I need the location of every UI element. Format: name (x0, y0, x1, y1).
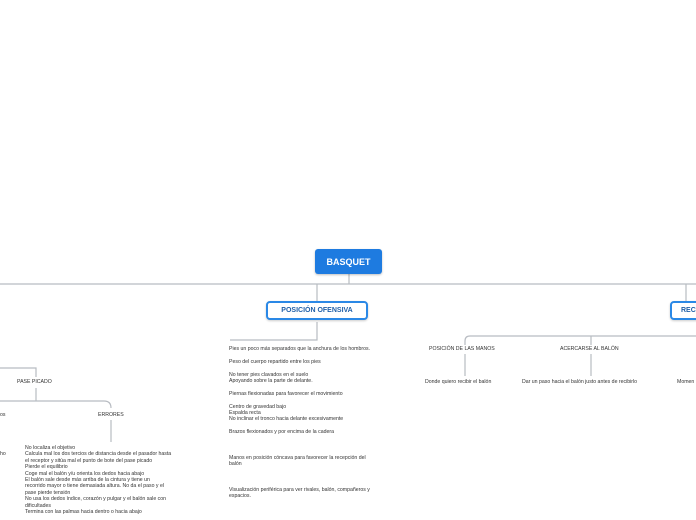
node-left-partial[interactable]: os (0, 412, 6, 418)
errores-item[interactable]: pase pierde tensión (25, 489, 71, 496)
ofensiva-item[interactable]: Visualización periférica para ver rivales, balón, compañeros y (229, 486, 370, 493)
ofensiva-item[interactable]: Apoyando sobre la parte de delante. (229, 378, 313, 384)
ofensiva-item[interactable]: Peso del cuerpo repartido entre los pies (229, 358, 321, 365)
root-node[interactable]: BASQUET (315, 249, 382, 274)
node-posicion-manos[interactable]: POSICIÓN DE LAS MANOS (429, 346, 495, 352)
ofensiva-item[interactable]: Brazos flexionados y por encima de la cadera (229, 429, 334, 436)
errores-item[interactable]: El balón sale desde más arriba de la cintura y tiene un (25, 477, 150, 484)
ofensiva-item[interactable]: Manos en posición cóncava para favorecer la recepción del (229, 454, 366, 461)
node-errores[interactable]: ERRORES (98, 412, 124, 418)
ofensiva-item[interactable]: Piernas flexionadas para favorecer el movimiento (229, 390, 343, 397)
ofensiva-item[interactable]: Espalda recta (229, 410, 261, 416)
errores-item[interactable]: Calcula mal los dos tercios de distancia desde el pasador hasta (25, 451, 172, 458)
link-manos (465, 336, 696, 345)
ofensiva-item[interactable]: balón (229, 461, 242, 468)
errores-item[interactable]: Coge mal el balón y/u orienta los dedos hacia abajo (25, 470, 145, 477)
node-pase-picado[interactable]: PASE PICADO (17, 379, 52, 385)
link-errores (0, 401, 111, 408)
errores-item[interactable]: Termina con las palmas hacia dentro o hacia abajo (25, 509, 142, 516)
ofensiva-item[interactable]: espacios. (229, 493, 251, 500)
node-posicion-manos-detail[interactable]: Donde quiero recibir el balón (425, 379, 492, 385)
errores-item[interactable]: el receptor y sitúa mal el punto de bote del pase picado (25, 457, 153, 464)
errores-list (25, 445, 171, 515)
ofensiva-item[interactable]: No tener pies clavados en el suelo (229, 371, 309, 378)
node-acercarse-detail[interactable]: Dar un paso hacia el balón justo antes de recibirlo (522, 379, 638, 385)
node-edge-partial[interactable]: ho (0, 451, 6, 457)
topic-posicion-ofensiva[interactable]: POSICIÓN OFENSIVA (266, 301, 368, 320)
link-ofensiva-items (230, 322, 317, 340)
ofensiva-item[interactable]: No inclinar el tronco hacia delante excesivamente (229, 416, 344, 423)
errores-item[interactable]: No localiza el objetivo (25, 445, 76, 451)
ofensiva-item[interactable]: Pies un poco más separados que la anchura de los hombros. (229, 346, 371, 352)
link-pase-picado (0, 368, 36, 377)
errores-item[interactable]: Pierde el equilibrio (25, 464, 68, 471)
errores-item[interactable]: dificultades (25, 502, 51, 509)
errores-item[interactable]: recorrido mayor o tiene demasiada altura. No da el paso y el (25, 483, 164, 490)
node-momento-partial[interactable]: Momen (677, 379, 695, 385)
topic-recepcion[interactable]: REC (670, 301, 696, 320)
errores-item[interactable]: No usa los dedos índice, corazón y pulgar y el balón sale con (25, 496, 167, 503)
ofensiva-list (229, 346, 370, 500)
ofensiva-item[interactable]: Centro de gravedad bajo (229, 403, 287, 410)
node-acercarse[interactable]: ACERCARSE AL BALÓN (560, 346, 619, 352)
